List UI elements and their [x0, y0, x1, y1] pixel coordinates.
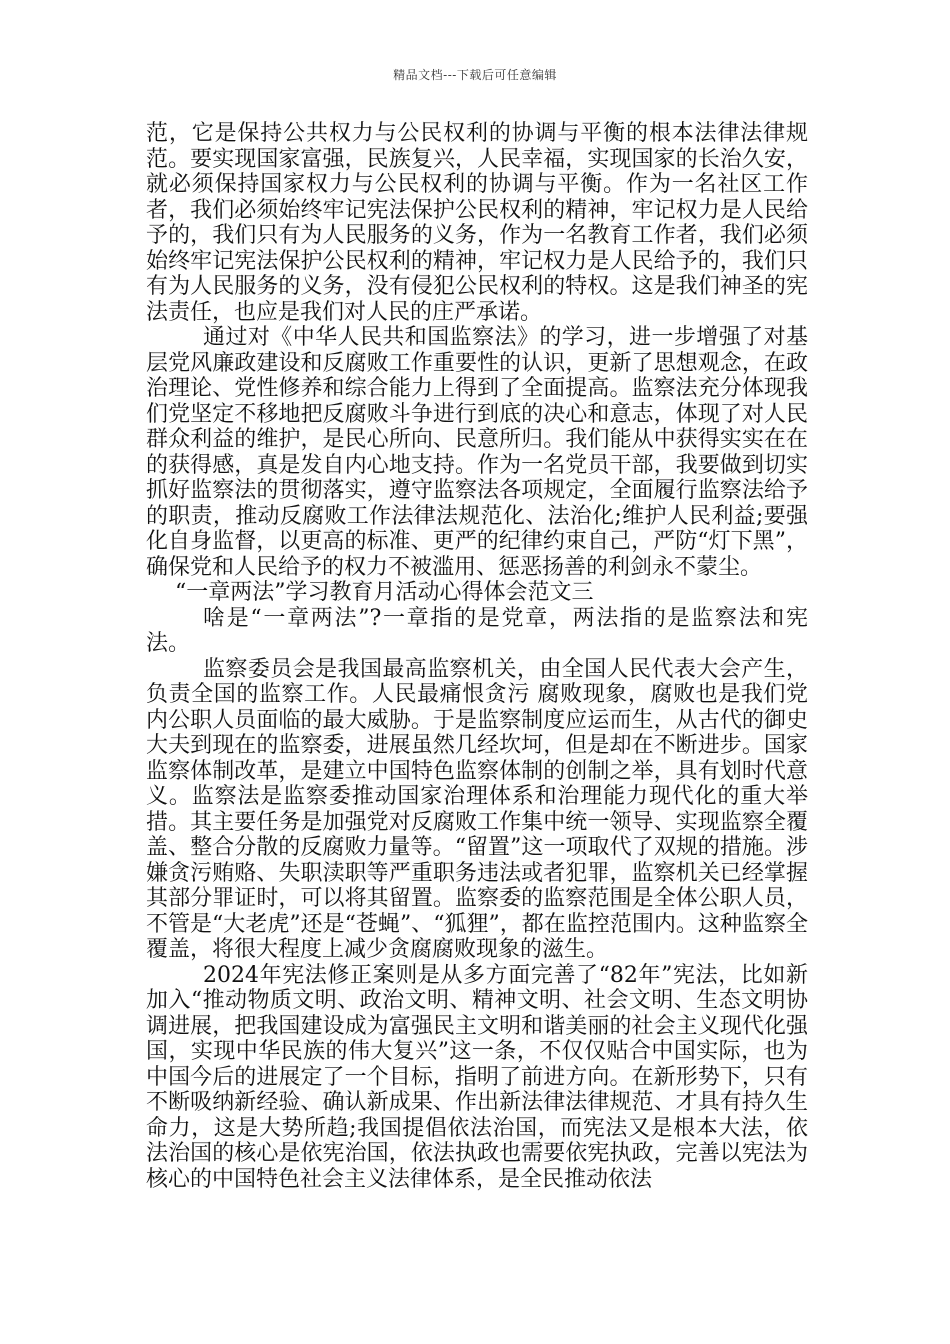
- section-heading: “一章两法”学习教育月活动心得体会范文三: [175, 580, 594, 605]
- paragraph-supervision-commission: 监察委员会是我国最高监察机关，由全国人民代表大会产生，负责全国的监察工作。人民最痛恨贪污 腐败现象，腐败也是我们党内公职人员面临的最大威胁。于是监察制度应运而生，从古代的御史大夫到现在的监察委，进展虽然几经坎坷，但是却在不断进步。国家监察体制改革，是建立中国特色监察体制的创制之举，具有划时代意义。监察法是监察委推动国家治理体系和治理能力现代化的重大举措。其主要任务是加强党对反腐败工作集中统一领导、实现监察全覆盖、整合分散的反腐败力量等。“留置”这一项取代了双规的措施。涉嫌贪污贿赂、失职渎职等严重职务违法或者犯罪，监察机关已经掌握其部分罪证时，可以将其留置。监察委的监察范围是全体公职人员，不管是“大老虎”还是“苍蝇”、“狐狸”，都在监控范围内。这种监察全覆盖，将很大程度上减少贪腐腐败现象的滋生。: [146, 656, 808, 962]
- paragraph-continuation: 范，它是保持公共权力与公民权利的协调与平衡的根本法律法律规范。要实现国家富强，民族复兴，人民幸福，实现国家的长治久安，就必须保持国家权力与公民权利的协调与平衡。作为一名社区工作者，我们必须始终牢记宪法保护公民权利的精神，牢记权力是人民给予的，我们只有为人民服务的义务，作为一名教育工作者，我们必须始终牢记宪法保护公民权利的精神，牢记权力是人民给予的，我们只有为人民服务的义务，没有侵犯公民权利的特权。这是我们神圣的宪法责任，也应是我们对人民的庄严承诺。: [146, 121, 808, 325]
- paragraph-constitution-amendment: 2024年宪法修正案则是从多方面完善了“82年”宪法，比如新加入“推动物质文明、政治文明、精神文明、社会文明、生态文明协调进展，把我国建设成为富强民主文明和谐美丽的社会主义现代化强国，实现中华民族的伟大复兴”这一条，不仅仅贴合中国实际，也为中国今后的进展定了一个目标，指明了前进方向。在新形势下，只有不断吸纳新经验、确认新成果、作出新法律法律规范、才具有持久生命力，这是大势所趋;我国提倡依法治国，而宪法又是根本大法，依法治国的核心是依宪治国，依法执政也需要依宪执政，完善以宪法为核心的中国特色社会主义法律体系，是全民推动依法: [146, 962, 808, 1192]
- paragraph-definition: 啥是“一章两法”?一章指的是党章，两法指的是监察法和宪法。: [146, 605, 808, 656]
- paragraph-supervision-law-study: 通过对《中华人民共和国监察法》的学习，进一步增强了对基层党风廉政建设和反腐败工作重要性的认识，更新了思想观念，在政治理论、党性修养和综合能力上得到了全面提高。监察法充分体现我们党坚定不移地把反腐败斗争进行到底的决心和意志，体现了对人民群众利益的维护，是民心所向、民意所归。我们能从中获得实实在在的获得感，真是发自内心地支持。作为一名党员干部，我要做到切实抓好监察法的贯彻落实，遵守监察法各项规定，全面履行监察法给予的职责，推动反腐败工作法律法规范化、法治化;维护人民利益;要强化自身监督，以更高的标准、更严的纪律约束自己，严防“灯下黑”，确保党和人民给予的权力不被滥用、惩恶扬善的利剑永不蒙尘。: [146, 325, 808, 580]
- document-body: [146, 121, 808, 1192]
- page-header: 精品文档---下载后可任意编辑: [393, 68, 557, 82]
